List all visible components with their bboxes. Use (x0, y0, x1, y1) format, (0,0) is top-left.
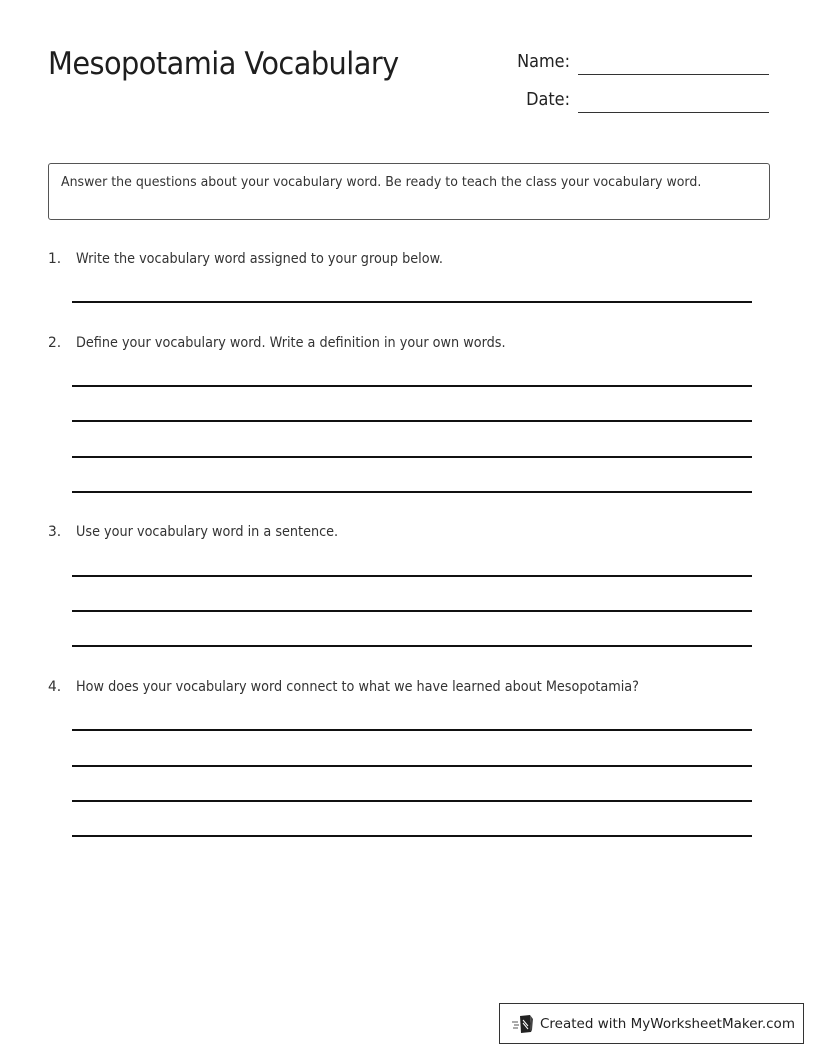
answer-line[interactable] (72, 835, 752, 837)
answer-line[interactable] (72, 301, 752, 303)
question-3 (48, 524, 358, 540)
question-text: Define your vocabulary word. Write a definition in your own words. (76, 335, 506, 351)
page-title: Mesopotamia Vocabulary (48, 46, 399, 82)
question-number: 1. (48, 251, 62, 267)
question-1 (48, 251, 471, 267)
name-label: Name: (517, 52, 570, 72)
question-number: 3. (48, 524, 62, 540)
question-2 (48, 335, 538, 351)
question-number: 4. (48, 679, 62, 695)
date-label: Date: (526, 90, 570, 110)
question-number: 2. (48, 335, 62, 351)
answer-line[interactable] (72, 645, 752, 647)
answer-line[interactable] (72, 575, 752, 577)
answer-line[interactable] (72, 765, 752, 767)
answer-line[interactable] (72, 800, 752, 802)
instructions-box (48, 163, 770, 220)
name-input-line[interactable] (578, 73, 769, 75)
instructions-text: Answer the questions about your vocabulary word. Be ready to teach the class your vocabulary word. (61, 174, 702, 190)
answer-line[interactable] (72, 491, 752, 493)
footer-credit[interactable] (499, 1003, 804, 1044)
question-text: Write the vocabulary word assigned to your group below. (76, 251, 444, 267)
worksheet-maker-logo-icon (512, 1014, 534, 1034)
question-4 (48, 679, 681, 695)
answer-line[interactable] (72, 456, 752, 458)
answer-line[interactable] (72, 385, 752, 387)
answer-line[interactable] (72, 729, 752, 731)
answer-line[interactable] (72, 420, 752, 422)
date-input-line[interactable] (578, 111, 769, 113)
answer-line[interactable] (72, 610, 752, 612)
date-field[interactable] (490, 90, 769, 110)
question-text: How does your vocabulary word connect to what we have learned about Mesopotamia? (76, 679, 639, 695)
question-text: Use your vocabulary word in a sentence. (76, 524, 339, 540)
name-field[interactable] (490, 52, 769, 72)
footer-text: Created with MyWorksheetMaker.com (540, 1015, 795, 1032)
